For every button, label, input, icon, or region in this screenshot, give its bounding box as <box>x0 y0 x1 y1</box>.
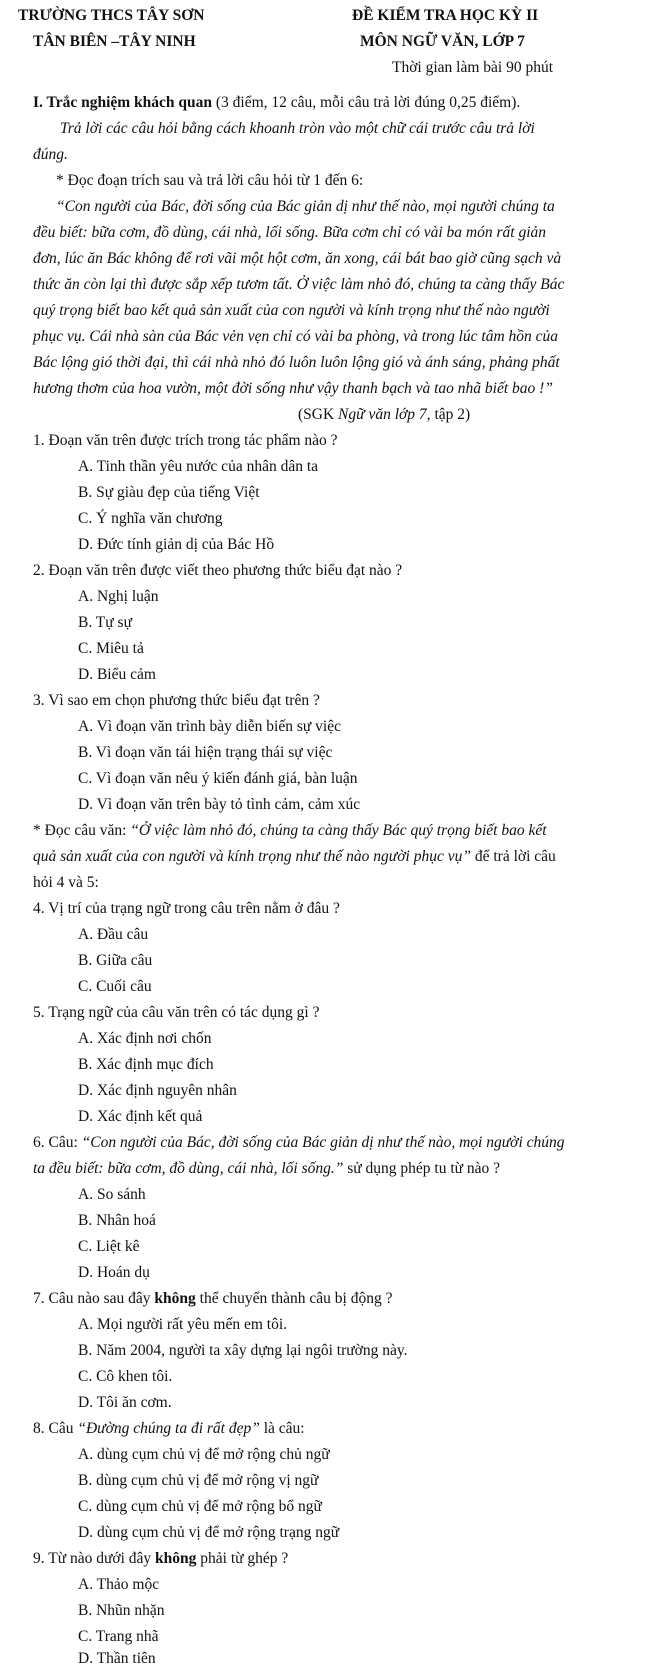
question-stem: 7. Câu nào sau đây không thể chuyển thành câu bị động ? <box>33 1290 393 1307</box>
answer-option[interactable]: D. Hoán dụ <box>78 1264 150 1281</box>
instruction-line-1: Trả lời các câu hỏi bằng cách khoanh tròn vào một chữ cái trước câu trả lời <box>60 120 535 137</box>
answer-option[interactable]: B. Tự sự <box>78 614 132 631</box>
answer-option[interactable]: A. dùng cụm chủ vị để mở rộng chủ ngữ <box>78 1446 330 1463</box>
answer-option[interactable]: C. Cô khen tôi. <box>78 1368 173 1385</box>
passage-line: hương thơm của hoa vườn, một đời sống như vậy thanh bạch và tao nhã biết bao !” <box>33 380 553 397</box>
answer-option[interactable]: C. Trang nhã <box>78 1628 159 1645</box>
answer-option[interactable]: D. Xác định nguyên nhân <box>78 1082 237 1099</box>
question-stem: 1. Đoạn văn trên được trích trong tác phẩm nào ? <box>33 432 338 449</box>
answer-option[interactable]: C. Miêu tả <box>78 640 144 657</box>
instruction-line-2: đúng. <box>33 146 68 163</box>
question-stem: 3. Vì sao em chọn phương thức biểu đạt trên ? <box>33 692 320 709</box>
answer-option[interactable]: A. Thảo mộc <box>78 1576 160 1593</box>
answer-option[interactable]: D. dùng cụm chủ vị để mở rộng trạng ngữ <box>78 1524 340 1541</box>
answer-option[interactable]: D. Đức tính giản dị của Bác Hồ <box>78 536 275 553</box>
question-stem: 5. Trạng ngữ của câu văn trên có tác dụng gì ? <box>33 1004 320 1021</box>
read-sentence-line-3: hỏi 4 và 5: <box>33 874 99 891</box>
school-location: TÂN BIÊN –TÂY NINH <box>33 33 196 50</box>
answer-option[interactable]: B. Năm 2004, người ta xây dựng lại ngôi trường này. <box>78 1342 408 1359</box>
answer-option[interactable]: C. Cuối câu <box>78 978 152 995</box>
answer-option[interactable]: A. So sánh <box>78 1186 146 1203</box>
question-stem: 9. Từ nào dưới đây không phải từ ghép ? <box>33 1550 289 1567</box>
answer-option[interactable]: B. Xác định mục đích <box>78 1056 214 1073</box>
answer-option[interactable]: D. Thần tiên <box>78 1650 156 1667</box>
passage-line: đơn, lúc ăn Bác không để rơi vãi một hột cơm, ăn xong, cái bát bao giờ cũng sạch và <box>33 250 562 267</box>
section-title-note: (3 điểm, 12 câu, mỗi câu trả lời đúng 0,25 điểm). <box>212 94 521 111</box>
question-stem: 2. Đoạn văn trên được viết theo phương thức biểu đạt nào ? <box>33 562 403 579</box>
passage-source: (SGK Ngữ văn lớp 7, tập 2) <box>298 406 471 423</box>
question-stem: 4. Vị trí của trạng ngữ trong câu trên nằm ở đâu ? <box>33 900 340 917</box>
answer-option[interactable]: B. Vì đoạn văn tái hiện trạng thái sự việc <box>78 744 333 761</box>
answer-option[interactable]: B. Giữa câu <box>78 952 153 969</box>
passage-line: đều biết: bữa cơm, đồ dùng, cái nhà, lối sống. Bữa cơm chỉ có vài ba món rất giản <box>33 224 547 241</box>
answer-option[interactable]: B. dùng cụm chủ vị để mở rộng vị ngữ <box>78 1472 319 1489</box>
answer-option[interactable]: A. Xác định nơi chốn <box>78 1030 212 1047</box>
answer-option[interactable]: A. Tinh thần yêu nước của nhân dân ta <box>78 458 319 475</box>
answer-option[interactable]: D. Tôi ăn cơm. <box>78 1394 172 1411</box>
passage-line: quý trọng biết bao kết quả sản xuất của con người và kính trọng như thế nào người <box>33 302 550 319</box>
answer-option[interactable]: C. dùng cụm chủ vị để mở rộng bổ ngữ <box>78 1498 322 1515</box>
answer-option[interactable]: B. Nhũn nhặn <box>78 1602 165 1619</box>
answer-option[interactable]: C. Ý nghĩa văn chương <box>78 510 223 527</box>
read-prompt: * Đọc đoạn trích sau và trả lời câu hỏi từ 1 đến 6: <box>56 172 364 189</box>
question-stem: 6. Câu: “Con người của Bác, đời sống của Bác giản dị như thế nào, mọi người chúng <box>33 1134 565 1151</box>
school-name: TRƯỜNG THCS TÂY SƠN <box>18 7 205 24</box>
answer-option[interactable]: C. Liệt kê <box>78 1238 140 1255</box>
section-title <box>33 93 520 113</box>
passage-line: “Con người của Bác, đời sống của Bác giản dị như thế nào, mọi người chúng ta <box>56 198 555 215</box>
passage-line: phục vụ. Cái nhà sàn của Bác vẻn vẹn chỉ có vài ba phòng, và trong lúc tâm hồn của <box>33 328 559 345</box>
section-title-label: I. Trắc nghiệm khách quan <box>33 94 213 111</box>
passage-line: Bác lộng gió thời đại, thì cái nhà nhỏ đó luôn luôn lộng gió và ánh sáng, phảng phất <box>33 354 560 371</box>
answer-option[interactable]: A. Nghị luận <box>78 588 159 605</box>
exam-subject: MÔN NGỮ VĂN, LỚP 7 <box>360 33 525 50</box>
exam-title: ĐỀ KIỂM TRA HỌC KỲ II <box>352 7 539 24</box>
answer-option[interactable]: B. Nhân hoá <box>78 1212 156 1229</box>
answer-option[interactable]: A. Vì đoạn văn trình bày diễn biến sự việc <box>78 718 341 735</box>
answer-option[interactable]: D. Biểu cảm <box>78 666 156 683</box>
answer-option[interactable]: A. Đầu câu <box>78 926 149 943</box>
read-sentence-line-2: quả sản xuất của con người và kính trọng như thế nào người phục vụ” để trả lời câu <box>33 848 556 865</box>
read-sentence-line-1: * Đọc câu văn: “Ở việc làm nhỏ đó, chúng ta càng thấy Bác quý trọng biết bao kết <box>33 822 547 839</box>
answer-option[interactable]: A. Mọi người rất yêu mến em tôi. <box>78 1316 288 1333</box>
question-stem: 8. Câu “Đường chúng ta đi rất đẹp” là câu: <box>33 1420 305 1437</box>
passage-line: thức ăn còn lại thì được sắp xếp tươm tất. Ở việc làm nhỏ đó, chúng ta càng thấy Bác <box>33 276 565 293</box>
exam-time: Thời gian làm bài 90 phút <box>392 59 554 76</box>
answer-option[interactable]: C. Vì đoạn văn nêu ý kiến đánh giá, bàn luận <box>78 770 358 787</box>
answer-option[interactable]: D. Xác định kết quả <box>78 1108 203 1125</box>
answer-option[interactable]: B. Sự giàu đẹp của tiếng Việt <box>78 484 260 501</box>
answer-option[interactable]: D. Vì đoạn văn trên bày tỏ tình cảm, cảm xúc <box>78 796 361 813</box>
question-stem-continued: ta đều biết: bữa cơm, đồ dùng, cái nhà, lối sống.” sử dụng phép tu từ nào ? <box>33 1160 501 1177</box>
